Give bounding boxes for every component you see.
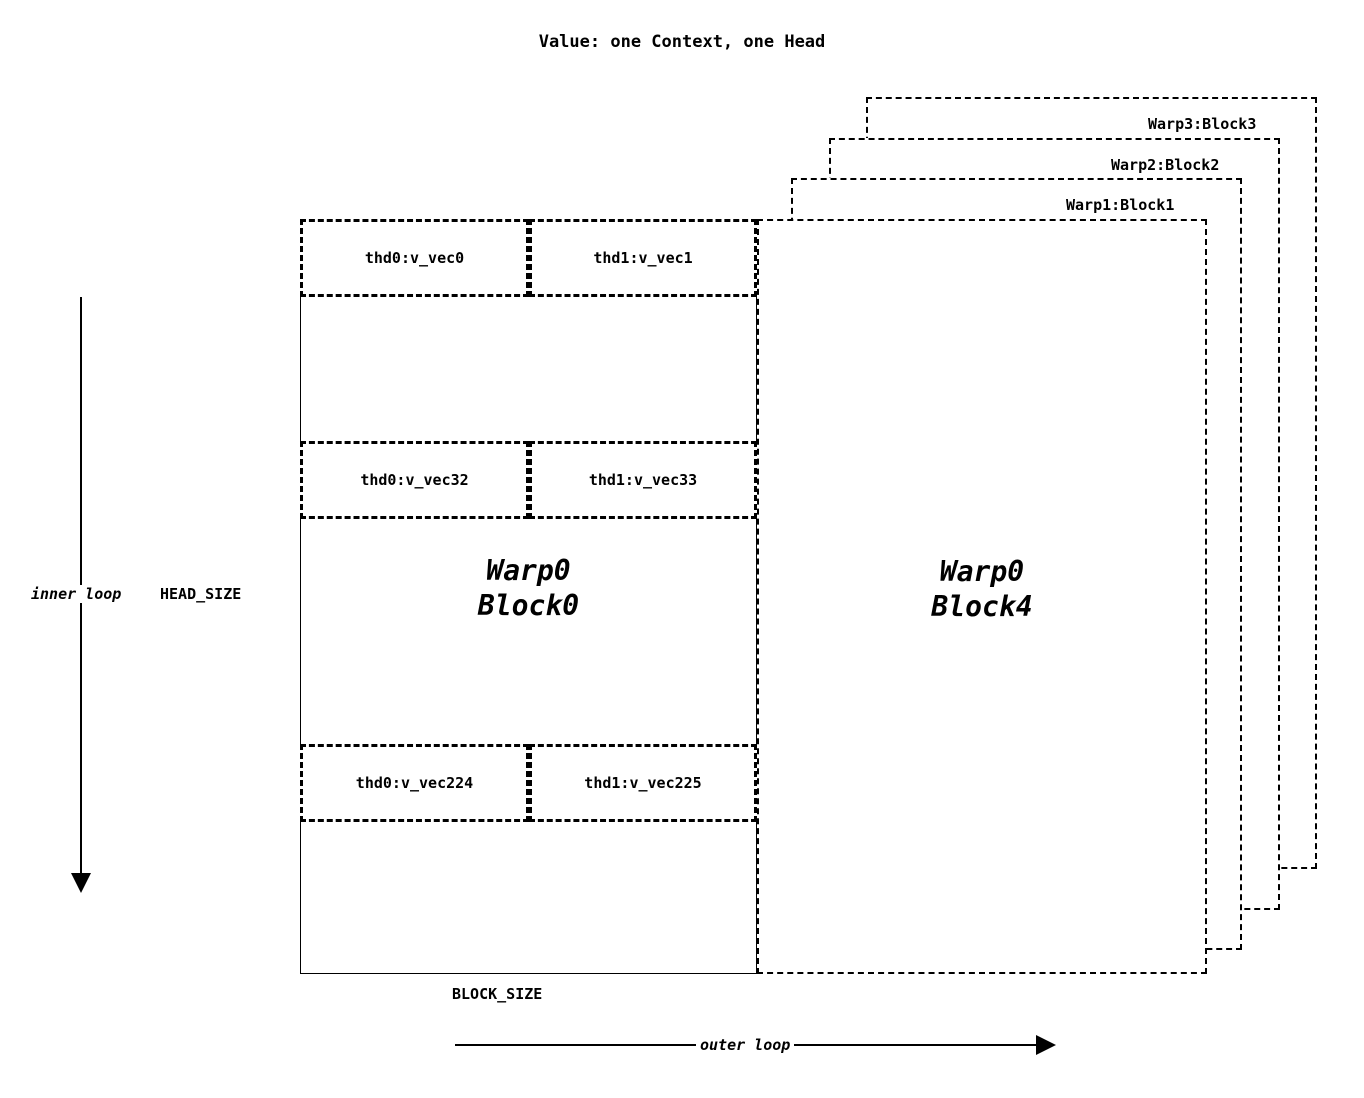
head-size-label: HEAD_SIZE (160, 585, 242, 603)
diagram-title: Value: one Context, one Head (538, 32, 826, 52)
block-size-label: BLOCK_SIZE (452, 985, 543, 1003)
thread-cell-thd0-vvec224: thd0:v_vec224 (300, 744, 529, 822)
thread-cell-thd0-vvec0: thd0:v_vec0 (300, 219, 529, 297)
inner-loop-arrow-head (71, 873, 91, 893)
outer-loop-label: outer loop (696, 1036, 794, 1054)
block0-panel (300, 219, 757, 974)
thread-cell-thd1-vvec33: thd1:v_vec33 (529, 441, 757, 519)
outer-loop-arrow-head (1036, 1035, 1056, 1055)
inner-loop-label: inner loop (27, 585, 125, 603)
stacked-block-label-warp3: Warp3:Block3 (1148, 115, 1257, 133)
block4-panel (757, 219, 1207, 974)
block4-caption (759, 554, 1205, 624)
thread-cell-thd0-vvec32: thd0:v_vec32 (300, 441, 529, 519)
block0-caption-block: Block0 (477, 589, 580, 622)
thread-cell-thd1-vvec225: thd1:v_vec225 (529, 744, 757, 822)
stacked-block-label-warp2: Warp2:Block2 (1111, 156, 1220, 174)
block0-caption (301, 553, 756, 623)
thread-cell-thd1-vvec1: thd1:v_vec1 (529, 219, 757, 297)
block0-caption-warp: Warp0 (486, 554, 571, 587)
block4-caption-block: Block4 (931, 590, 1033, 623)
block4-caption-warp: Warp0 (939, 555, 1025, 588)
stacked-block-label-warp1: Warp1:Block1 (1066, 196, 1175, 214)
